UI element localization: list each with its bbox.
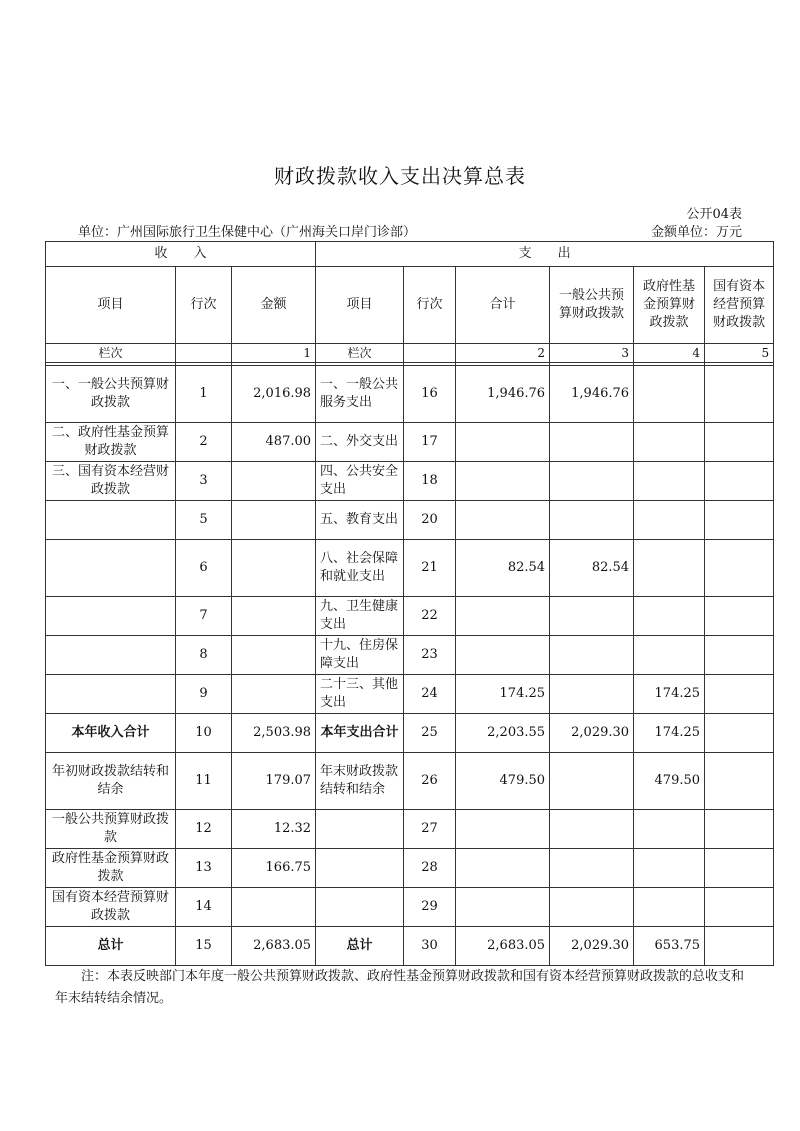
expense-row-no-cell: 23	[404, 636, 456, 675]
expense-fund-cell	[634, 462, 705, 501]
column-number-row	[46, 344, 774, 363]
table-row	[46, 849, 774, 888]
table-row	[46, 888, 774, 927]
expense-fund-cell: 479.50	[634, 753, 705, 810]
income-item-cell: 一、一般公共预算财政拨款	[46, 366, 176, 423]
expense-row-no-cell: 30	[404, 927, 456, 966]
money-unit: 金额单位：万元	[650, 225, 742, 240]
expense-item-cell: 四、公共安全支出	[316, 462, 404, 501]
expense-state-cell	[705, 540, 774, 597]
col-number-label: 栏次	[46, 344, 176, 363]
expense-fund-cell: 653.75	[634, 927, 705, 966]
expense-general-cell	[550, 597, 634, 636]
income-amount-cell: 487.00	[232, 423, 316, 462]
expense-row-no-cell: 18	[404, 462, 456, 501]
header-state-capital: 国有资本经营预算财政拨款	[705, 267, 774, 344]
table-row	[46, 423, 774, 462]
expense-item-cell: 九、卫生健康支出	[316, 597, 404, 636]
income-row-no-cell: 13	[176, 849, 232, 888]
expense-state-cell	[705, 636, 774, 675]
expense-item-cell: 二十三、其他支出	[316, 675, 404, 714]
expense-general-cell	[550, 462, 634, 501]
income-amount-cell	[232, 636, 316, 675]
income-row-no-cell: 7	[176, 597, 232, 636]
expense-fund-cell	[634, 849, 705, 888]
col-number-blank	[176, 344, 232, 363]
income-amount-cell	[232, 501, 316, 540]
expense-state-cell	[705, 423, 774, 462]
income-item-cell	[46, 675, 176, 714]
income-amount-cell	[232, 462, 316, 501]
expense-total-cell: 82.54	[456, 540, 550, 597]
expense-item-cell	[316, 888, 404, 927]
expense-fund-cell	[634, 597, 705, 636]
header-income-item: 项目	[46, 267, 176, 344]
income-row-no-cell: 9	[176, 675, 232, 714]
section-header-row	[46, 242, 774, 267]
table-row	[46, 753, 774, 810]
income-amount-cell: 166.75	[232, 849, 316, 888]
expense-general-cell: 1,946.76	[550, 366, 634, 423]
expense-fund-cell	[634, 423, 705, 462]
expense-total-cell: 2,683.05	[456, 927, 550, 966]
expense-fund-cell: 174.25	[634, 714, 705, 753]
expense-fund-cell	[634, 636, 705, 675]
income-section-label: 收 入	[46, 242, 316, 267]
expense-total-cell	[456, 810, 550, 849]
table-row	[46, 927, 774, 966]
income-item-cell: 年初财政拨款结转和结余	[46, 753, 176, 810]
expense-general-cell	[550, 501, 634, 540]
expense-item-cell: 本年支出合计	[316, 714, 404, 753]
table-row	[46, 636, 774, 675]
income-row-no-cell: 12	[176, 810, 232, 849]
expense-row-no-cell: 16	[404, 366, 456, 423]
income-item-cell: 国有资本经营预算财政拨款	[46, 888, 176, 927]
expense-row-no-cell: 22	[404, 597, 456, 636]
col-number-blank-2	[404, 344, 456, 363]
expense-total-cell	[456, 849, 550, 888]
header-expense-item: 项目	[316, 267, 404, 344]
col-number-3: 3	[550, 344, 634, 363]
expense-item-cell: 总计	[316, 927, 404, 966]
expense-section-label: 支 出	[316, 242, 774, 267]
income-item-cell	[46, 501, 176, 540]
expense-state-cell	[705, 675, 774, 714]
header-expense-row-no: 行次	[404, 267, 456, 344]
expense-row-no-cell: 27	[404, 810, 456, 849]
income-amount-cell: 12.32	[232, 810, 316, 849]
table-row	[46, 366, 774, 423]
table-row	[46, 597, 774, 636]
header-income-amount: 金额	[232, 267, 316, 344]
income-row-no-cell: 15	[176, 927, 232, 966]
table-row	[46, 462, 774, 501]
header-fund-budget: 政府性基金预算财政拨款	[634, 267, 705, 344]
expense-general-cell	[550, 849, 634, 888]
table-row	[46, 675, 774, 714]
income-amount-cell: 179.07	[232, 753, 316, 810]
expense-total-cell	[456, 636, 550, 675]
expense-general-cell	[550, 888, 634, 927]
income-row-no-cell: 10	[176, 714, 232, 753]
expense-state-cell	[705, 714, 774, 753]
expense-state-cell	[705, 462, 774, 501]
table-row	[46, 501, 774, 540]
expense-total-cell: 479.50	[456, 753, 550, 810]
expense-state-cell	[705, 810, 774, 849]
expense-general-cell	[550, 423, 634, 462]
expense-item-cell: 一、一般公共服务支出	[316, 366, 404, 423]
expense-row-no-cell: 28	[404, 849, 456, 888]
expense-total-cell	[456, 888, 550, 927]
expense-total-cell: 1,946.76	[456, 366, 550, 423]
header-general-budget: 一般公共预算财政拨款	[550, 267, 634, 344]
expense-item-cell	[316, 849, 404, 888]
expense-item-cell	[316, 810, 404, 849]
income-amount-cell	[232, 540, 316, 597]
income-item-cell: 本年收入合计	[46, 714, 176, 753]
expense-fund-cell	[634, 810, 705, 849]
col-number-4: 4	[634, 344, 705, 363]
expense-total-cell: 174.25	[456, 675, 550, 714]
income-row-no-cell: 5	[176, 501, 232, 540]
page-title: 财政拨款收入支出决算总表	[274, 164, 526, 188]
expense-state-cell	[705, 927, 774, 966]
expense-general-cell: 82.54	[550, 540, 634, 597]
expense-state-cell	[705, 849, 774, 888]
expense-state-cell	[705, 366, 774, 423]
table-row	[46, 540, 774, 597]
expense-fund-cell: 174.25	[634, 675, 705, 714]
expense-general-cell	[550, 675, 634, 714]
expense-row-no-cell: 21	[404, 540, 456, 597]
expense-row-no-cell: 20	[404, 501, 456, 540]
expense-row-no-cell: 26	[404, 753, 456, 810]
expense-item-cell: 二、外交支出	[316, 423, 404, 462]
income-amount-cell: 2,016.98	[232, 366, 316, 423]
header-expense-total: 合计	[456, 267, 550, 344]
expense-total-cell: 2,203.55	[456, 714, 550, 753]
income-row-no-cell: 2	[176, 423, 232, 462]
income-amount-cell: 2,503.98	[232, 714, 316, 753]
income-row-no-cell: 11	[176, 753, 232, 810]
income-row-no-cell: 1	[176, 366, 232, 423]
expense-state-cell	[705, 888, 774, 927]
expense-general-cell	[550, 636, 634, 675]
expense-total-cell	[456, 597, 550, 636]
income-item-cell: 总计	[46, 927, 176, 966]
income-row-no-cell: 14	[176, 888, 232, 927]
income-item-cell	[46, 597, 176, 636]
table-row	[46, 810, 774, 849]
expense-row-no-cell: 29	[404, 888, 456, 927]
income-row-no-cell: 3	[176, 462, 232, 501]
income-item-cell	[46, 636, 176, 675]
expense-total-cell	[456, 501, 550, 540]
expense-row-no-cell: 17	[404, 423, 456, 462]
income-row-no-cell: 6	[176, 540, 232, 597]
budget-summary-table	[45, 241, 774, 966]
expense-item-cell: 年末财政拨款结转和结余	[316, 753, 404, 810]
col-number-5: 5	[705, 344, 774, 363]
footnote: 注：本表反映部门本年度一般公共预算财政拨款、政府性基金预算财政拨款和国有资本经营预算财政拨款的总收支和年末结转结余情况。	[55, 969, 745, 1006]
expense-fund-cell	[634, 501, 705, 540]
expense-total-cell	[456, 423, 550, 462]
income-amount-cell	[232, 597, 316, 636]
income-item-cell: 一般公共预算财政拨款	[46, 810, 176, 849]
expense-general-cell: 2,029.30	[550, 927, 634, 966]
expense-item-cell: 十九、住房保障支出	[316, 636, 404, 675]
expense-fund-cell	[634, 366, 705, 423]
expense-general-cell	[550, 753, 634, 810]
expense-state-cell	[705, 753, 774, 810]
expense-general-cell: 2,029.30	[550, 714, 634, 753]
expense-item-cell: 八、社会保障和就业支出	[316, 540, 404, 597]
table-row	[46, 714, 774, 753]
expense-general-cell	[550, 810, 634, 849]
expense-row-no-cell: 25	[404, 714, 456, 753]
income-item-cell: 二、政府性基金预算财政拨款	[46, 423, 176, 462]
expense-state-cell	[705, 501, 774, 540]
income-item-cell: 三、国有资本经营财政拨款	[46, 462, 176, 501]
reporting-unit: 单位：广州国际旅行卫生保健中心（广州海关口岸门诊部）	[78, 225, 417, 240]
header-income-row-no: 行次	[176, 267, 232, 344]
income-amount-cell	[232, 888, 316, 927]
income-amount-cell: 2,683.05	[232, 927, 316, 966]
col-number-2: 2	[456, 344, 550, 363]
expense-total-cell	[456, 462, 550, 501]
income-row-no-cell: 8	[176, 636, 232, 675]
expense-item-cell: 五、教育支出	[316, 501, 404, 540]
expense-fund-cell	[634, 888, 705, 927]
col-number-1: 1	[232, 344, 316, 363]
form-number: 公开04表	[686, 207, 742, 222]
column-header-row	[46, 267, 774, 344]
col-number-label-2: 栏次	[316, 344, 404, 363]
expense-row-no-cell: 24	[404, 675, 456, 714]
income-amount-cell	[232, 675, 316, 714]
income-item-cell	[46, 540, 176, 597]
expense-state-cell	[705, 597, 774, 636]
income-item-cell: 政府性基金预算财政拨款	[46, 849, 176, 888]
expense-fund-cell	[634, 540, 705, 597]
